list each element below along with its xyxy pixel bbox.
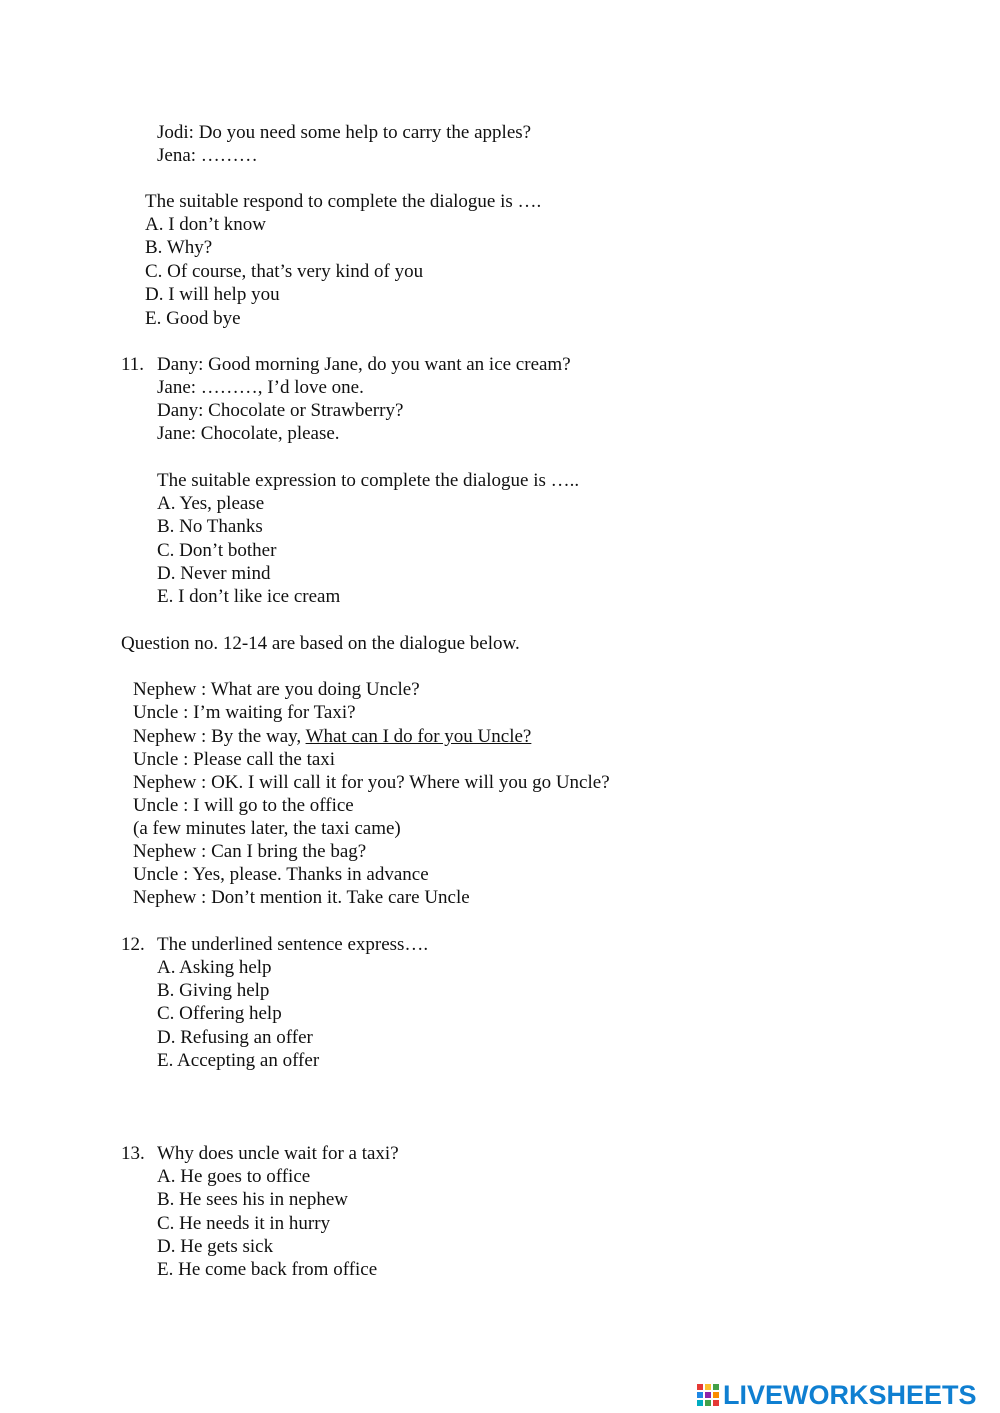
dialogue-line-3 <box>133 725 531 748</box>
q11-dialogue-line-4: Jane: Chocolate, please. <box>157 423 340 444</box>
q12-number: 12. <box>121 934 145 955</box>
q12-option-e[interactable]: E. Accepting an offer <box>157 1050 320 1071</box>
q10-prompt: The suitable respond to complete the dialogue is …. <box>145 191 542 212</box>
q11-dialogue-line-3: Dany: Chocolate or Strawberry? <box>157 400 404 421</box>
q11-dialogue-line-1: Dany: Good morning Jane, do you want an ice cream? <box>157 354 571 375</box>
q13-number: 13. <box>121 1143 145 1164</box>
underlined-sentence: What can I do for you Uncle? <box>305 726 532 747</box>
q13-option-b[interactable]: B. He sees his in nephew <box>157 1189 349 1210</box>
q10-option-a[interactable]: A. I don’t know <box>145 214 267 235</box>
q12-option-c[interactable]: C. Offering help <box>157 1003 282 1024</box>
dialogue-line-3-prefix: Nephew : By the way, <box>133 726 306 747</box>
q11-number: 11. <box>121 354 145 375</box>
q11-prompt: The suitable expression to complete the dialogue is ….. <box>157 470 580 491</box>
q13-option-e[interactable]: E. He come back from office <box>157 1259 378 1280</box>
q11-option-d[interactable]: D. Never mind <box>157 563 271 584</box>
liveworksheets-logo-icon <box>697 1384 719 1406</box>
dialogue-line-1: Nephew : What are you doing Uncle? <box>133 679 420 700</box>
q10-dialogue-line-1: Jodi: Do you need some help to carry the apples? <box>157 122 532 143</box>
q11-option-a[interactable]: A. Yes, please <box>157 493 265 514</box>
dialogue-line-6: Uncle : I will go to the office <box>133 795 354 816</box>
liveworksheets-logo <box>697 1378 977 1412</box>
q13-option-d[interactable]: D. He gets sick <box>157 1236 274 1257</box>
dialogue-line-4: Uncle : Please call the taxi <box>133 749 336 770</box>
q11-option-b[interactable]: B. No Thanks <box>157 516 263 537</box>
q12-question: The underlined sentence express…. <box>157 934 429 955</box>
q11-option-e[interactable]: E. I don’t like ice cream <box>157 586 341 607</box>
dialogue-line-7: (a few minutes later, the taxi came) <box>133 818 401 839</box>
q12-option-a[interactable]: A. Asking help <box>157 957 272 978</box>
q10-dialogue-line-2: Jena: ……… <box>157 145 258 166</box>
dialogue-line-5: Nephew : OK. I will call it for you? Where will you go Uncle? <box>133 772 610 793</box>
q13-option-a[interactable]: A. He goes to office <box>157 1166 311 1187</box>
q12-option-b[interactable]: B. Giving help <box>157 980 270 1001</box>
section-intro: Question no. 12-14 are based on the dialogue below. <box>121 633 520 654</box>
dialogue-line-8: Nephew : Can I bring the bag? <box>133 841 367 862</box>
q13-question: Why does uncle wait for a taxi? <box>157 1143 399 1164</box>
q10-option-c[interactable]: C. Of course, that’s very kind of you <box>145 261 424 282</box>
q11-dialogue-line-2: Jane: ………, I’d love one. <box>157 377 364 398</box>
q13-option-c[interactable]: C. He needs it in hurry <box>157 1213 331 1234</box>
q10-option-e[interactable]: E. Good bye <box>145 308 241 329</box>
liveworksheets-logo-text: LIVEWORKSHEETS <box>723 1379 977 1410</box>
dialogue-line-9: Uncle : Yes, please. Thanks in advance <box>133 864 429 885</box>
q10-option-d[interactable]: D. I will help you <box>145 284 280 305</box>
dialogue-line-2: Uncle : I’m waiting for Taxi? <box>133 702 356 723</box>
q10-option-b[interactable]: B. Why? <box>145 237 213 258</box>
q12-option-d[interactable]: D. Refusing an offer <box>157 1027 313 1048</box>
dialogue-line-10: Nephew : Don’t mention it. Take care Uncle <box>133 887 470 908</box>
q11-option-c[interactable]: C. Don’t bother <box>157 540 277 561</box>
